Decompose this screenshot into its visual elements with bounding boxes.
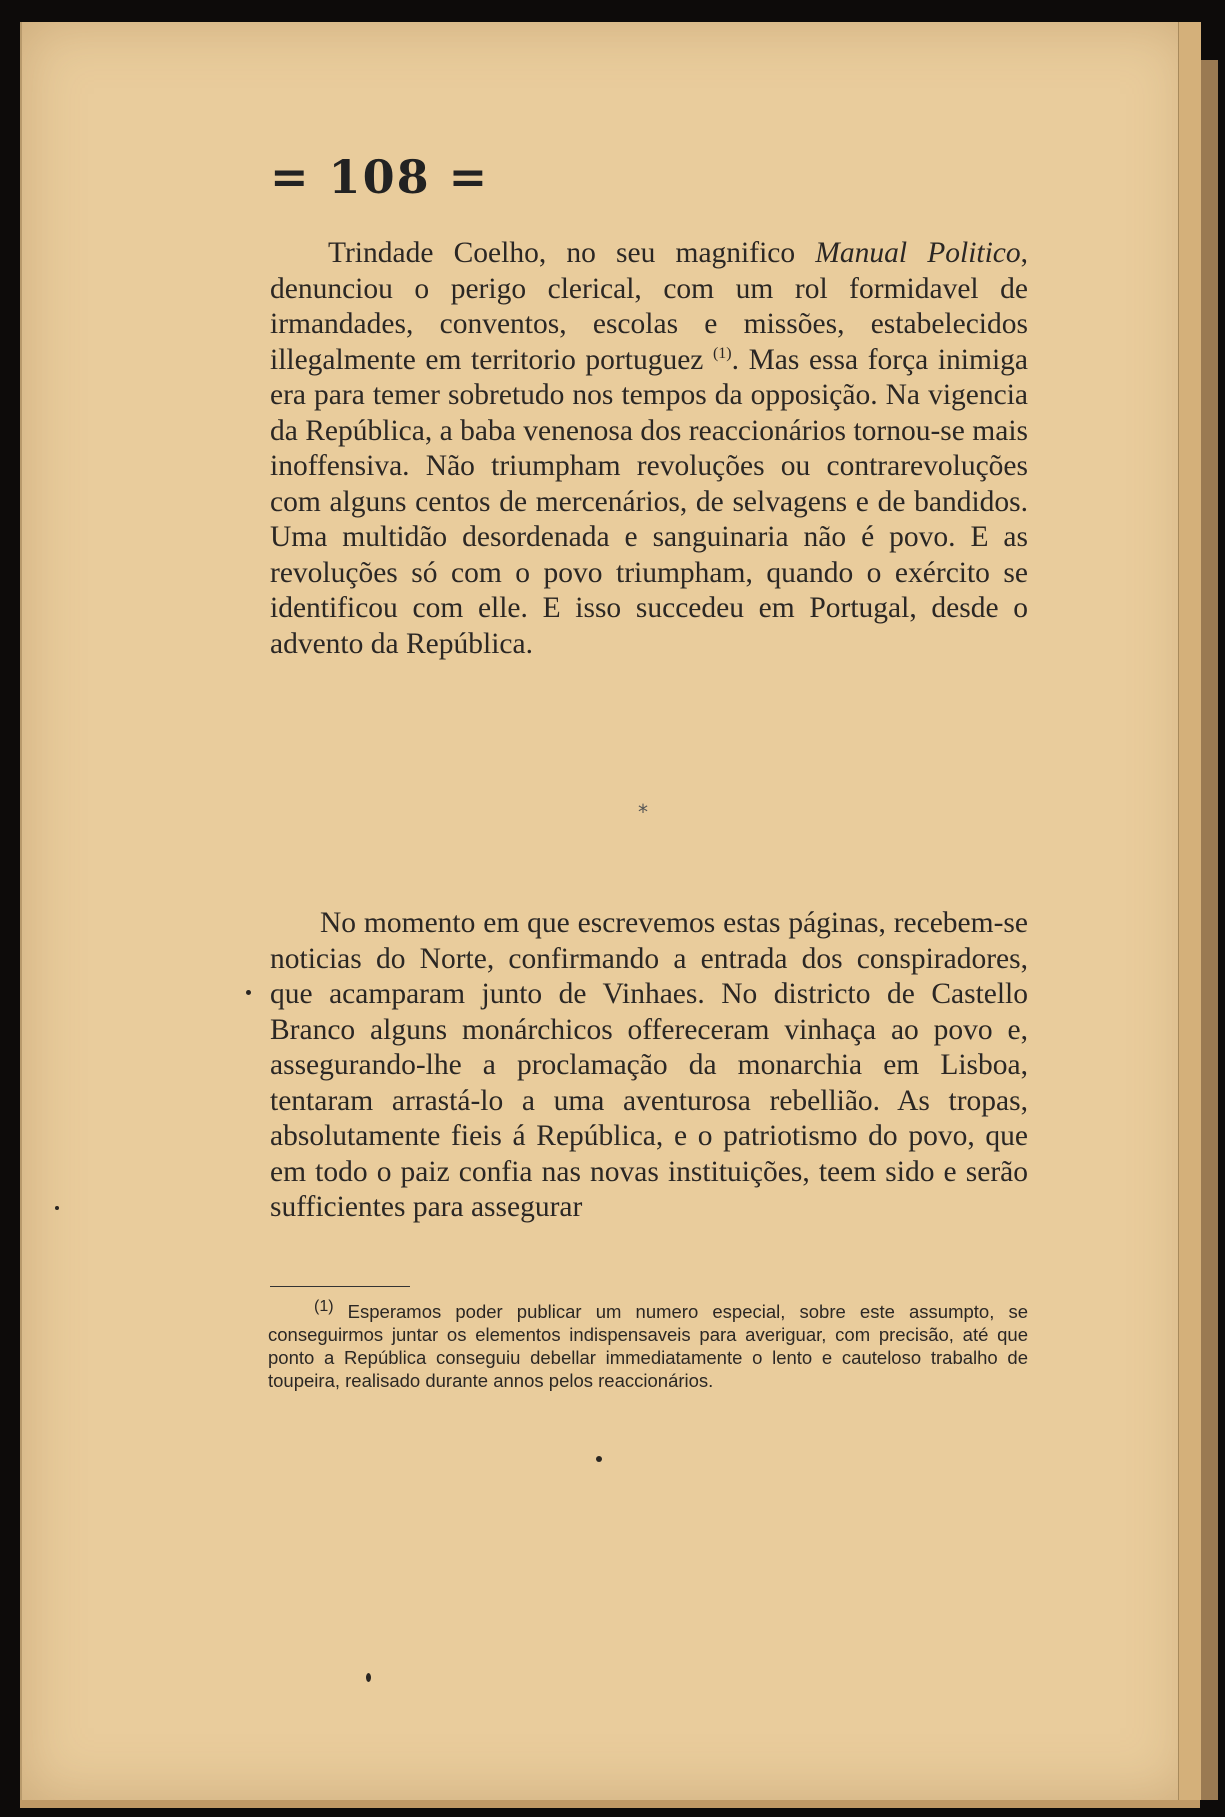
paragraph-2: No momento em que escrevemos estas páginas, recebem-se noticias do Norte, confirmando a entrada dos conspiradores, que acamparam junto de Vinhaes. No districto de Castello Branco alguns monárchicos offereceram vinhaça ao povo e, assegurando-lhe a proclamação da monarchia em Lisboa, tentaram arrastá-lo a uma aventurosa rebellião. As tropas, absolutamente fieis á República, e o patriotismo do povo, que em todo o paiz confia nas novas instituições, teem sido e serão sufficientes para assegurar [270, 907, 1028, 1223]
paragraph-1-post: , denunciou o perigo clerical, com um rol formidavel de irmandades, conventos, escolas e missões, estabelecidos illegalmente em territorio portuguez [270, 237, 1029, 376]
paragraph-1 [270, 236, 1028, 662]
ink-speck [596, 1456, 602, 1462]
paragraph-1-pre: Trindade Coelho, no seu magnifico [328, 237, 816, 269]
paragraph-1-tail: . Mas essa força inimiga era para temer sobretudo nos tempos da opposição. Na vigencia da República, a baba venenosa dos reaccionários tornou-se mais inoffensiva. Não triumpham revoluções ou contrarevoluções com alguns centos de mercenários, de selvagens e de bandidos. Uma multidão desordenada e sanguinaria não é povo. E as revoluções só com o povo triumpham, quando o exército se identificou com elle. E isso succedeu em Portugal, desde o advento da República. [270, 343, 1028, 660]
page-right-edge [1178, 22, 1201, 1800]
footnote-rule [270, 1286, 410, 1287]
footnote [268, 1297, 1028, 1392]
paragraph-1-italic-title: Manual Politico [815, 237, 1021, 269]
ink-speck [55, 1206, 59, 1210]
footnote-text: Esperamos poder publicar um numero especial, sobre este assumpto, se conseguirmos juntar os elementos indispensaveis para averiguar, com precisão, até que ponto a República conseguiu debellar immediatamente o lento e cauteloso trabalho de toupeira, realisado durante annos pelos reaccionários. [268, 1301, 1028, 1391]
page-number: = 108 = [270, 150, 490, 204]
ink-speck [246, 990, 251, 995]
underlying-page-edge [1200, 60, 1218, 1800]
section-separator: * [638, 800, 648, 824]
footnote-reference: (1) [712, 344, 732, 362]
page-bottom-edge [20, 1800, 1200, 1808]
ink-speck [366, 1673, 371, 1682]
footnote-marker: (1) [314, 1297, 334, 1315]
